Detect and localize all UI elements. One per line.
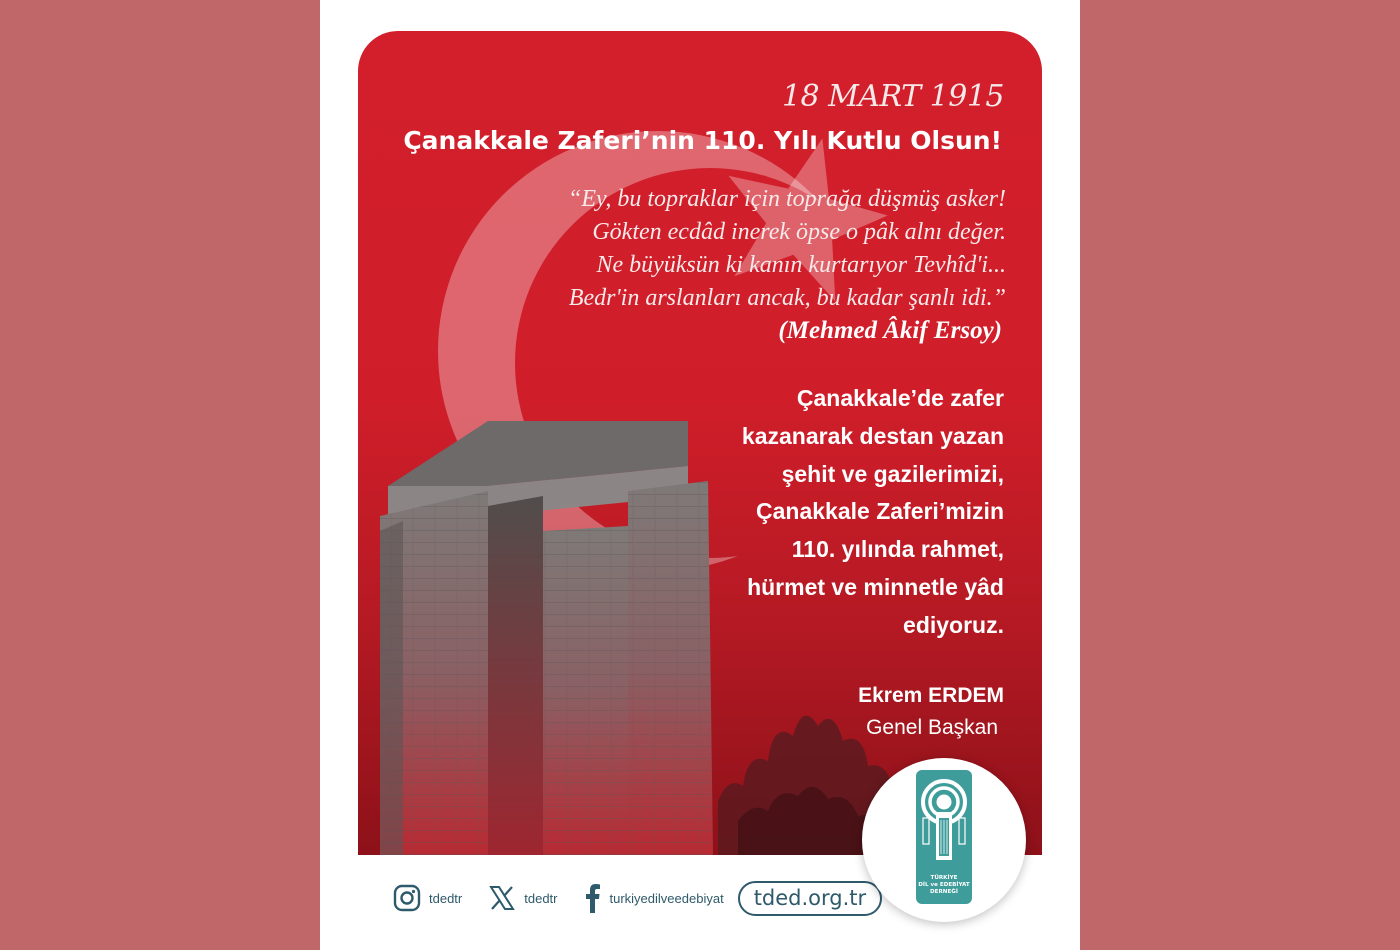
poem-quote xyxy=(568,183,1006,315)
facebook-icon xyxy=(584,883,602,913)
poem-line: Bedr'in arslanları ancak, bu kadar şanlı idi.” xyxy=(568,285,1006,311)
association-logo xyxy=(862,758,1026,922)
poem-line: Ne büyüksün ki kanın kurtarıyor Tevhîd'i... xyxy=(596,252,1006,278)
signer-name: Ekrem ERDEM xyxy=(858,684,1004,707)
message-line: kazanarak destan yazan xyxy=(741,422,1004,449)
poem-line: Gökten ecdâd inerek öpse o pâk alnı değer. xyxy=(592,219,1006,245)
instagram-handle: tdedtr xyxy=(429,890,463,906)
logo-text-line: DERNEĞİ xyxy=(930,889,958,895)
poem-line: “Ey, bu topraklar için toprağa düşmüş asker! xyxy=(568,186,1006,212)
x-link[interactable] xyxy=(488,884,557,912)
social-footer xyxy=(393,878,882,918)
message-line: 110. yılında rahmet, xyxy=(791,536,1004,563)
date-heading: 18 MART 1915 xyxy=(781,79,1004,114)
x-icon xyxy=(488,884,516,912)
instagram-link[interactable] xyxy=(393,884,462,912)
facebook-handle: turkiyedilveedebiyat xyxy=(609,890,724,906)
logo-text-line: DİL ve EDEBİYAT xyxy=(918,882,970,888)
message-line: Çanakkale Zaferi’mizin xyxy=(756,498,1004,525)
martyrs-memorial-image xyxy=(358,411,758,855)
message-line: şehit ve gazilerimizi, xyxy=(781,460,1004,487)
facebook-link[interactable] xyxy=(584,883,724,913)
tded-logo-icon xyxy=(862,758,1026,922)
poster-card xyxy=(358,31,1042,855)
x-handle: tdedtr xyxy=(524,890,558,906)
message-line: hürmet ve minnetle yâd xyxy=(747,573,1004,600)
poem-author: (Mehmed Âkif Ersoy) xyxy=(778,317,1002,344)
commemoration-message xyxy=(742,380,1004,645)
headline: Çanakkale Zaferi’nin 110. Yılı Kutlu Olsun! xyxy=(403,126,1002,155)
instagram-icon xyxy=(393,884,421,912)
logo-text-line: TÜRKİYE xyxy=(930,875,958,881)
website-link[interactable]: tded.org.tr xyxy=(738,881,882,916)
message-line: Çanakkale’de zafer xyxy=(796,385,1004,411)
signer-title: Genel Başkan xyxy=(866,716,998,739)
message-line: ediyoruz. xyxy=(903,611,1004,638)
